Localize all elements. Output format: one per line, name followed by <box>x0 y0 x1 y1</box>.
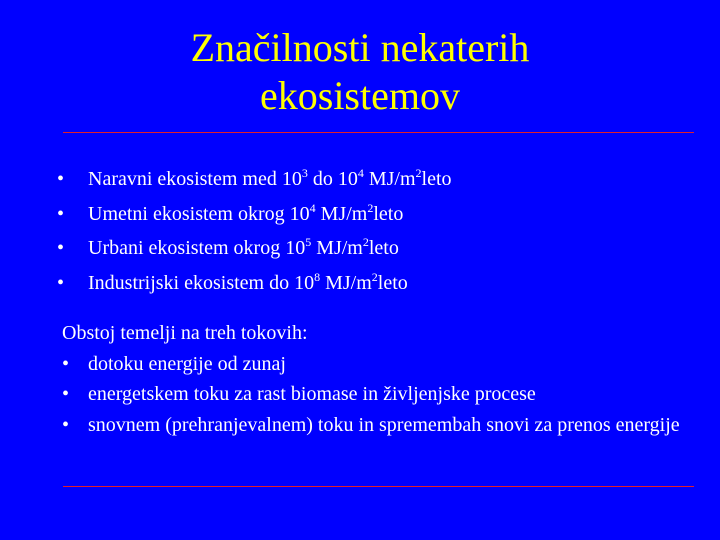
exponent: 4 <box>309 200 316 215</box>
text: Umetni ekosistem okrog 10 <box>88 202 310 225</box>
bullet-icon: • <box>62 413 70 436</box>
list-item <box>57 197 697 232</box>
unit: leto <box>368 237 399 259</box>
list-item <box>57 162 697 197</box>
list-item-text: energetskem toku za rast biomase in življenjske procese <box>88 383 536 405</box>
text: Naravni ekosistem med 10 <box>88 168 302 190</box>
exponent: 8 <box>314 269 321 284</box>
text: Industrijski ekosistem do 10 <box>88 271 315 294</box>
list-item-text: snovnem (prehranjevalnem) toku in spremembah snovi za prenos energije <box>88 413 680 436</box>
list-item <box>62 379 692 410</box>
ecosystem-list <box>57 162 697 300</box>
bullet-icon: • <box>62 383 70 405</box>
bullet-icon: • <box>57 202 65 225</box>
bullet-icon: • <box>57 237 65 259</box>
exponent: 5 <box>305 235 312 249</box>
exponent: 2 <box>367 200 374 215</box>
paragraph-intro: Obstoj temelji na treh tokovih: <box>62 322 308 344</box>
exponent: 2 <box>362 235 369 249</box>
flows-list <box>62 349 692 441</box>
exponent: 4 <box>357 166 364 180</box>
list-item <box>57 231 697 266</box>
unit: MJ/m <box>320 271 372 294</box>
exponent: 2 <box>415 166 422 180</box>
unit: leto <box>373 202 404 225</box>
top-divider <box>63 132 694 133</box>
list-item <box>62 349 692 380</box>
flows-paragraph <box>62 318 692 440</box>
exponent: 3 <box>301 166 308 180</box>
bullet-icon: • <box>57 271 65 294</box>
slide-title <box>0 24 720 120</box>
list-item <box>57 266 697 301</box>
bottom-divider <box>63 486 694 487</box>
unit: MJ/m <box>311 237 363 259</box>
unit: MJ/m <box>315 202 368 225</box>
exponent: 2 <box>371 269 378 284</box>
list-item <box>62 410 692 441</box>
text: Urbani ekosistem okrog 10 <box>88 237 306 259</box>
slide-title-line-1: Značilnosti nekaterih <box>190 25 530 70</box>
unit: leto <box>421 168 452 190</box>
slide-title-line-2: ekosistemov <box>260 73 460 118</box>
list-item-text: dotoku energije od zunaj <box>88 352 286 375</box>
unit: leto <box>377 271 408 294</box>
unit: MJ/m <box>363 168 416 190</box>
text: do 10 <box>307 168 358 190</box>
bullet-icon: • <box>57 168 65 190</box>
bullet-icon: • <box>62 352 70 375</box>
